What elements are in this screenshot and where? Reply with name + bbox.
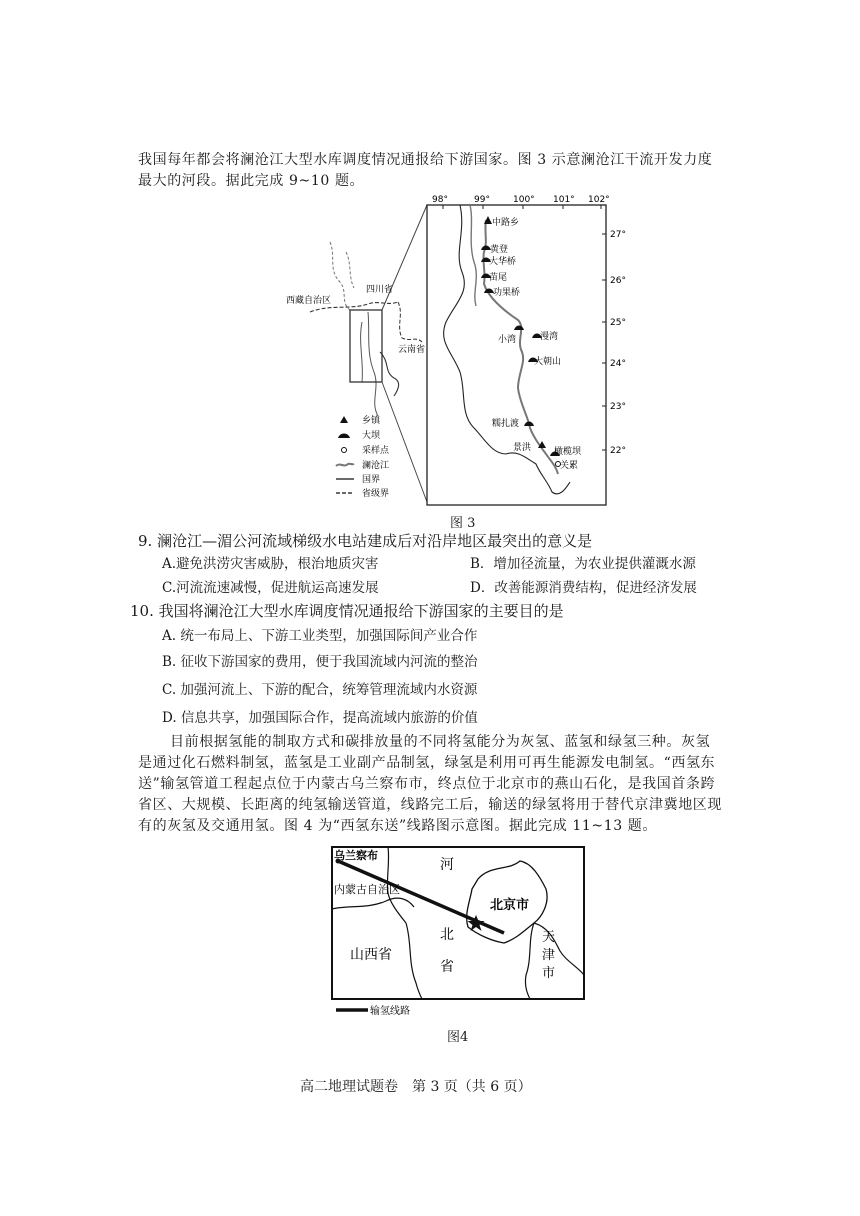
svg-text:26°: 26° [610, 276, 626, 286]
intro-line: 最大的河段。据此完成 9~10 题。 [138, 173, 365, 189]
q9-option-c[interactable]: C.河流流速减慢，促进航运高速发展 [162, 580, 379, 596]
q10-option-a[interactable]: A. 统一布局上、下游工业类型，加强国际间产业合作 [162, 628, 478, 644]
figure-3-map [270, 192, 640, 510]
intro-line: 省区、大规模、长距离的纯氢输送管道，线路完工后，输送的绿氢将用于替代京津冀地区现 [138, 797, 722, 813]
page-footer: 高二地理试题卷 第 3 页（共 6 页） [300, 1079, 532, 1095]
dam-legend-icon [338, 434, 350, 439]
intro-line: 有的灰氢及交通用氢。图 4 为“西氢东送”线路图示意图。据此完成 11~13 题。 [138, 818, 657, 834]
legend-label: 澜沧江 [362, 461, 390, 471]
label-bei: 北 [440, 927, 454, 943]
svg-text:27°: 27° [610, 230, 626, 240]
q9-option-b[interactable]: B．增加径流量，为农业提供灌溉水源 [470, 556, 696, 572]
sample-point-legend-icon [342, 448, 347, 453]
intro-line: 送”输氢管道工程起点位于内蒙古乌兰察布市，终点位于北京市的燕山石化，是我国首条跨 [138, 776, 716, 792]
legend-label: 采样点 [362, 446, 390, 456]
label-jin: 津 [542, 948, 556, 963]
label-shanxi: 山西省 [350, 947, 392, 963]
question-number: 10. [130, 602, 154, 620]
q10-option-b[interactable]: B. 征收下游国家的费用，便于我国流域内河流的整治 [162, 654, 478, 670]
svg-text:糯扎渡: 糯扎渡 [492, 419, 520, 429]
legend-label: 乡镇 [362, 416, 381, 426]
river-legend-icon [336, 464, 354, 466]
q9-option-d[interactable]: D．改善能源消费结构，促进经济发展 [470, 580, 697, 596]
intro-line: 我国每年都会将澜沧江大型水库调度情况通报给下游国家。图 3 示意澜沧江干流开发力度 [138, 152, 713, 168]
svg-text:98°: 98° [432, 195, 448, 205]
svg-text:大朝山: 大朝山 [534, 357, 562, 367]
figure-3-caption: 图 3 [450, 516, 476, 531]
label-neimenggu: 内蒙古自治区 [334, 883, 400, 896]
question-text: 澜沧江—湄公河流域梯级水电站建成后对沿岸地区最突出的意义是 [157, 532, 593, 550]
town-legend-icon [340, 416, 348, 423]
svg-text:漫湾: 漫湾 [540, 332, 559, 342]
svg-text:22°: 22° [610, 446, 626, 456]
label-beijing: 北京市 [490, 898, 530, 913]
svg-text:功果桥: 功果桥 [493, 288, 521, 298]
svg-text:橄榄坝: 橄榄坝 [554, 447, 582, 457]
intro-line: 是通过化石燃料制氢，蓝氢是工业副产品制氢，绿氢是利用可再生能源发电制氢。“西氢东 [138, 755, 716, 771]
detail-map-frame [427, 205, 606, 505]
label-shi: 市 [542, 966, 556, 981]
label-xizang: 西藏自治区 [286, 296, 332, 306]
intro-paragraph-2 [138, 732, 778, 837]
q10-option-c[interactable]: C. 加强河流上、下游的配合，统筹管理流域内水资源 [162, 682, 478, 698]
figure-4-caption: 图4 [447, 1030, 469, 1045]
svg-text:大华桥: 大华桥 [489, 257, 517, 267]
question-text: 我国将澜沧江大型水库调度情况通报给下游国家的主要目的是 [158, 602, 564, 620]
longitude-labels [432, 195, 610, 205]
figure-4-legend-label: 输氢线路 [370, 1006, 410, 1017]
q10-option-d[interactable]: D. 信息共享，加强国际合作，提高流域内旅游的价值 [162, 710, 478, 726]
figure-4-map [328, 843, 590, 1021]
q9-option-a[interactable]: A.避免洪涝灾害威胁，根治地质灾害 [162, 556, 379, 572]
question-9-stem [138, 530, 592, 551]
label-he: 河 [440, 857, 454, 873]
svg-text:景洪: 景洪 [513, 443, 532, 453]
label-tian: 天 [542, 930, 556, 945]
legend-label: 国界 [362, 475, 381, 485]
svg-text:102°: 102° [588, 195, 610, 205]
intro-paragraph-1 [138, 150, 778, 192]
label-wulanchabu: 乌兰察布 [334, 849, 378, 862]
svg-text:25°: 25° [610, 318, 626, 328]
svg-text:黄登: 黄登 [490, 245, 509, 255]
svg-text:23°: 23° [610, 402, 626, 412]
svg-text:苗尾: 苗尾 [489, 273, 508, 283]
svg-text:99°: 99° [474, 195, 490, 205]
figure-3-legend [336, 414, 390, 499]
label-yunnan: 云南省 [398, 345, 426, 355]
svg-text:100°: 100° [513, 195, 535, 205]
question-10-stem [130, 600, 564, 621]
label-sichuan: 四川省 [366, 285, 394, 295]
svg-text:关累: 关累 [560, 461, 579, 471]
svg-text:中路乡: 中路乡 [492, 218, 520, 228]
svg-text:小湾: 小湾 [498, 335, 517, 345]
question-number: 9. [138, 532, 153, 550]
label-sheng: 省 [440, 959, 454, 975]
svg-text:24°: 24° [610, 359, 626, 369]
latitude-labels [610, 230, 626, 456]
svg-text:101°: 101° [553, 195, 575, 205]
legend-label: 大坝 [362, 431, 381, 441]
intro-line: 目前根据氢能的制取方式和碳排放量的不同将氢能分为灰氢、蓝氢和绿氢三种。灰氢 [170, 734, 711, 750]
legend-label: 省级界 [362, 489, 390, 499]
